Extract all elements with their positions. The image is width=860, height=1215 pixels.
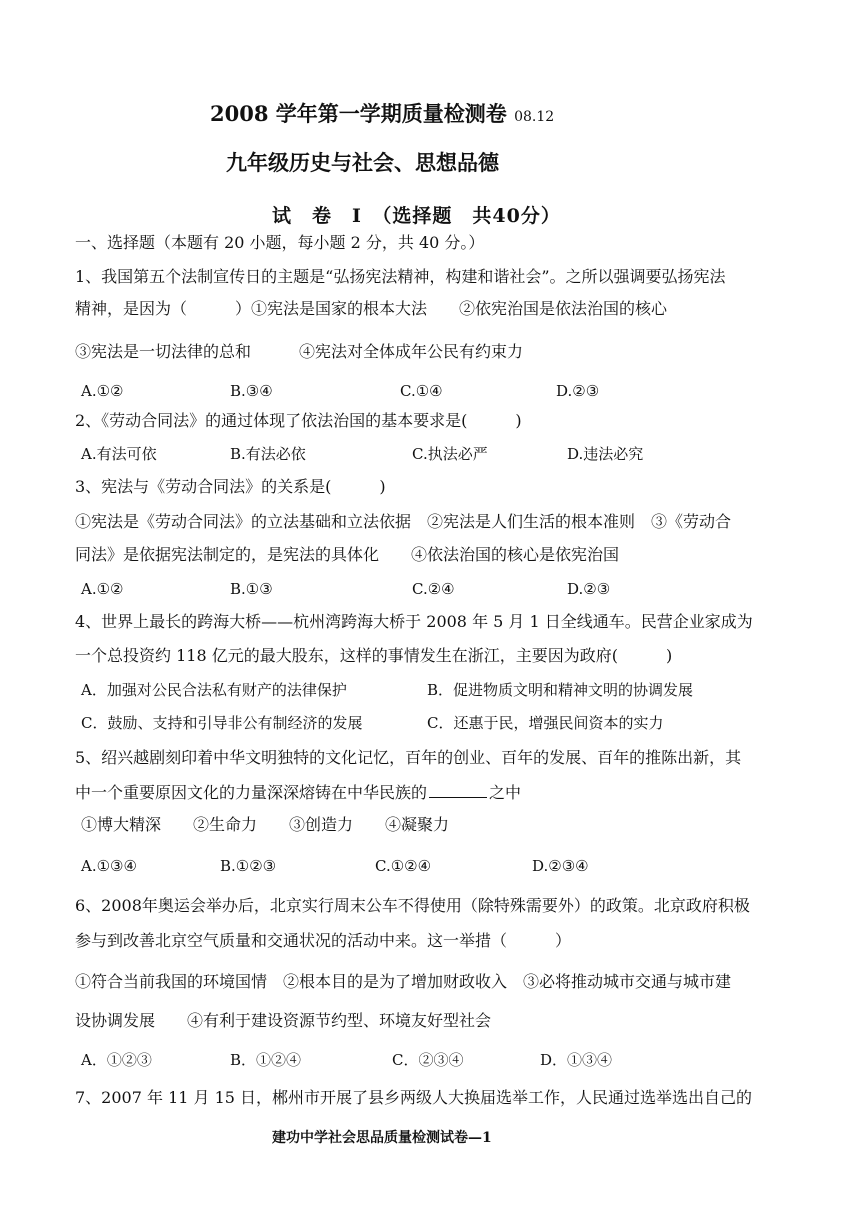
question-1-option-d: D.②③ <box>556 382 600 400</box>
exam-title <box>210 103 554 128</box>
title-text: 2008 学年第一学期质量检测卷 <box>210 101 507 126</box>
instructions: 一、选择题（本题有 20 小题，每小题 2 分，共 40 分。） <box>75 233 485 252</box>
question-1-line-3: ③宪法是一切法律的总和 ④宪法对全体成年公民有约束力 <box>75 342 524 361</box>
question-1-line-1: 1、我国第五个法制宣传日的主题是“弘扬宪法精神，构建和谐社会”。之所以强调要弘扬宪法 <box>75 267 726 286</box>
question-5-option-d: D.②③④ <box>532 857 589 875</box>
question-3-option-b: B.①③ <box>230 580 273 598</box>
question-1-option-a: A.①② <box>81 382 124 400</box>
question-2-line-1: 2、《劳动合同法》的通过体现了依法治国的基本要求是( ) <box>75 411 522 430</box>
page-footer: 建功中学社会思品质量检测试卷—1 <box>272 1130 492 1146</box>
question-7-line-1: 7、2007 年 11 月 15 日，郴州市开展了县乡两级人大换届选举工作，人民通过选举选出自己的 <box>75 1088 753 1107</box>
question-4-option-a: A．加强对公民合法私有财产的法律保护 <box>81 681 347 699</box>
question-5-line-3: ①博大精深 ②生命力 ③创造力 ④凝聚力 <box>81 815 450 834</box>
question-4-option-d: C．还惠于民，增强民间资本的实力 <box>427 714 664 732</box>
question-1-option-b: B.③④ <box>230 382 273 400</box>
question-6-option-d: D．①③④ <box>540 1051 613 1069</box>
question-5-option-c: C.①②④ <box>375 857 432 875</box>
question-4-line-1: 4、世界上最长的跨海大桥——杭州湾跨海大桥于 2008 年 5 月 1 日全线通车。民营企业家成为 <box>75 612 753 631</box>
answer-blank <box>429 781 487 798</box>
question-1-option-c: C.①④ <box>400 382 443 400</box>
question-5-line-1: 5、绍兴越剧刻印着中华文明独特的文化记忆，百年的创业、百年的发展、百年的推陈出新，其 <box>75 748 742 767</box>
question-6-option-c: C．②③④ <box>392 1051 464 1069</box>
question-6-line-4: 设协调发展 ④有利于建设资源节约型、环境友好型社会 <box>75 1011 492 1030</box>
section-heading: 试 卷 Ⅰ （选择题 共40分） <box>272 205 561 227</box>
question-5-line-2-text: 中一个重要原因文化的力量深深熔铸在中华民族的 <box>75 783 428 802</box>
question-4-option-c: C．鼓励、支持和引导非公有制经济的发展 <box>81 714 363 732</box>
question-6-line-2: 参与到改善北京空气质量和交通状况的活动中来。这一举措（ ） <box>75 931 572 950</box>
question-2-option-d: D.违法必究 <box>567 445 644 463</box>
question-3-line-2: ①宪法是《劳动合同法》的立法基础和立法依据 ②宪法是人们生活的根本准则 ③《劳动合 <box>75 512 732 531</box>
question-5-line-2-end: 之中 <box>489 783 522 802</box>
question-2-option-b: B.有法必依 <box>230 445 306 463</box>
question-4-line-2: 一个总投资约 118 亿元的最大股东，这样的事情发生在浙江，主要因为政府( ) <box>75 646 673 665</box>
question-3-line-3: 同法》是依据宪法制定的，是宪法的具体化 ④依法治国的核心是依宪治国 <box>75 545 620 564</box>
question-1-line-2: 精神，是因为（ ）①宪法是国家的根本大法 ②依宪治国是依法治国的核心 <box>75 299 668 318</box>
question-6-line-3: ①符合当前我国的环境国情 ②根本目的是为了增加财政收入 ③必将推动城市交通与城市建 <box>75 972 732 991</box>
question-5-option-a: A.①③④ <box>81 857 137 875</box>
question-2-option-a: A.有法可依 <box>81 445 157 463</box>
exam-subtitle: 九年级历史与社会、思想品德 <box>226 150 499 175</box>
question-3-line-1: 3、宪法与《劳动合同法》的关系是( ) <box>75 477 386 496</box>
question-3-option-d: D.②③ <box>567 580 611 598</box>
question-3-option-c: C.②④ <box>412 580 455 598</box>
question-6-option-a: A．①②③ <box>81 1051 152 1069</box>
question-4-option-b: B．促进物质文明和精神文明的协调发展 <box>427 681 694 699</box>
exam-date: 08.12 <box>514 109 555 125</box>
question-6-line-1: 6、2008年奥运会举办后，北京实行周末公车不得使用（除特殊需要外）的政策。北京政府积极 <box>75 896 750 915</box>
question-3-option-a: A.①② <box>81 580 124 598</box>
question-6-option-b: B．①②④ <box>230 1051 302 1069</box>
question-2-option-c: C.执法必严 <box>412 445 488 463</box>
question-5-line-2 <box>75 781 521 804</box>
question-5-option-b: B.①②③ <box>220 857 277 875</box>
